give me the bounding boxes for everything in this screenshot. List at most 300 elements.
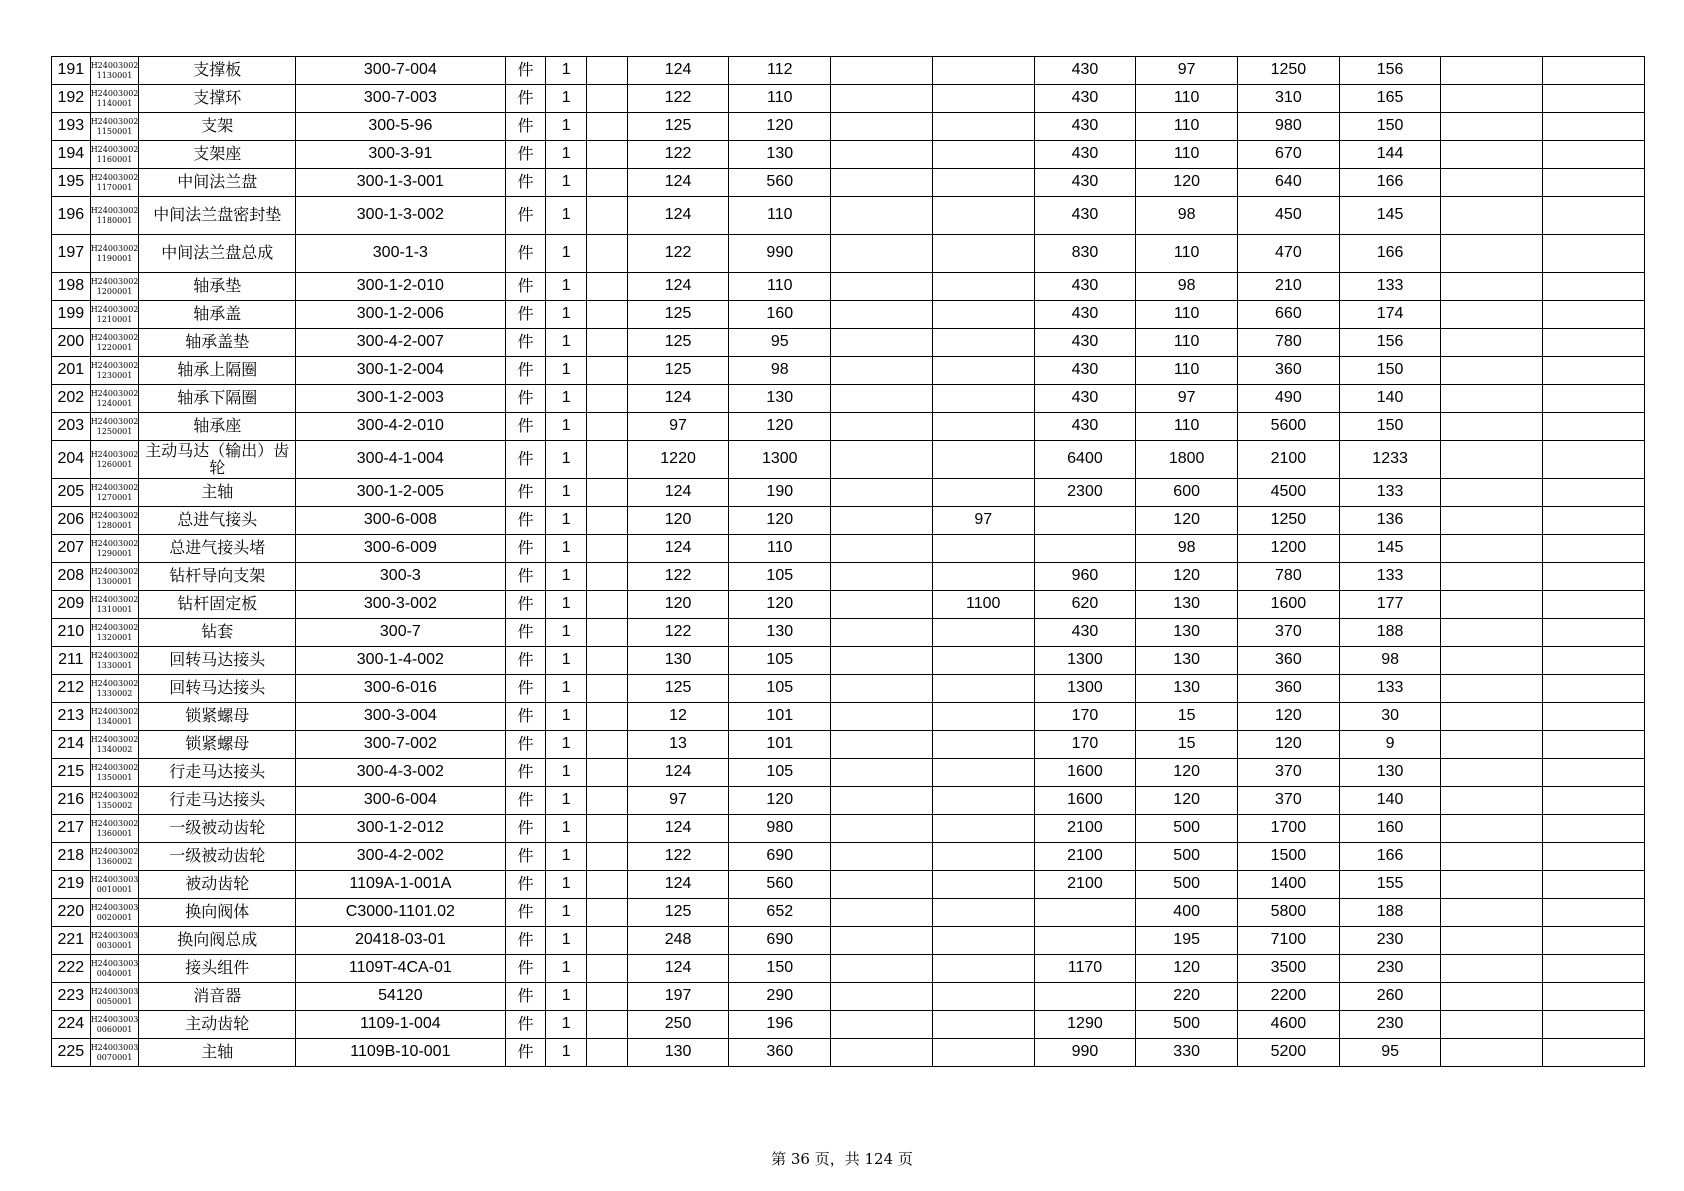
cell-drawing-number: 300-1-3 bbox=[296, 235, 506, 273]
cell-row-number: 201 bbox=[52, 357, 91, 385]
cell-value-b: 110 bbox=[729, 535, 831, 563]
cell-item-code: H24003002 1210001 bbox=[90, 301, 139, 329]
cell-drawing-number: 300-3-002 bbox=[296, 591, 506, 619]
cell-col-blank-b bbox=[1441, 591, 1543, 619]
table-row bbox=[52, 57, 1645, 85]
cell-value-e: 1600 bbox=[1034, 759, 1136, 787]
cell-value-g: 1700 bbox=[1238, 815, 1340, 843]
cell-value-b: 120 bbox=[729, 113, 831, 141]
cell-value-f: 98 bbox=[1136, 535, 1238, 563]
table-row bbox=[52, 899, 1645, 927]
cell-value-d bbox=[932, 479, 1034, 507]
cell-item-code: H24003002 1220001 bbox=[90, 329, 139, 357]
cell-value-c bbox=[831, 563, 933, 591]
table-row bbox=[52, 535, 1645, 563]
cell-drawing-number: 300-6-004 bbox=[296, 787, 506, 815]
cell-value-a: 125 bbox=[627, 357, 729, 385]
cell-part-name: 锁紧螺母 bbox=[139, 703, 296, 731]
cell-unit: 件 bbox=[505, 357, 546, 385]
cell-value-b: 120 bbox=[729, 507, 831, 535]
cell-value-h: 1233 bbox=[1339, 441, 1441, 479]
cell-col-blank-c bbox=[1543, 675, 1645, 703]
cell-row-number: 218 bbox=[52, 843, 91, 871]
cell-quantity: 1 bbox=[546, 141, 587, 169]
cell-value-b: 690 bbox=[729, 927, 831, 955]
cell-row-number: 223 bbox=[52, 983, 91, 1011]
cell-value-e bbox=[1034, 535, 1136, 563]
cell-value-f: 98 bbox=[1136, 197, 1238, 235]
cell-value-d bbox=[932, 385, 1034, 413]
cell-drawing-number: 300-6-008 bbox=[296, 507, 506, 535]
cell-part-name: 轴承盖 bbox=[139, 301, 296, 329]
parts-table bbox=[51, 56, 1645, 1067]
cell-col-blank-a bbox=[587, 731, 628, 759]
cell-drawing-number: 300-3 bbox=[296, 563, 506, 591]
table-row bbox=[52, 983, 1645, 1011]
cell-value-e: 430 bbox=[1034, 619, 1136, 647]
cell-value-a: 97 bbox=[627, 413, 729, 441]
cell-value-h: 133 bbox=[1339, 675, 1441, 703]
cell-row-number: 193 bbox=[52, 113, 91, 141]
cell-part-name: 总进气接头 bbox=[139, 507, 296, 535]
cell-col-blank-a bbox=[587, 479, 628, 507]
cell-value-e: 960 bbox=[1034, 563, 1136, 591]
table-row bbox=[52, 85, 1645, 113]
cell-col-blank-c bbox=[1543, 1039, 1645, 1067]
cell-drawing-number: 300-4-2-010 bbox=[296, 413, 506, 441]
cell-value-c bbox=[831, 731, 933, 759]
cell-col-blank-c bbox=[1543, 955, 1645, 983]
cell-part-name: 中间法兰盘密封垫 bbox=[139, 197, 296, 235]
cell-value-g: 1600 bbox=[1238, 591, 1340, 619]
table-row bbox=[52, 141, 1645, 169]
cell-col-blank-b bbox=[1441, 413, 1543, 441]
cell-drawing-number: 1109B-10-001 bbox=[296, 1039, 506, 1067]
cell-row-number: 209 bbox=[52, 591, 91, 619]
cell-value-g: 210 bbox=[1238, 273, 1340, 301]
cell-part-name: 一级被动齿轮 bbox=[139, 843, 296, 871]
cell-drawing-number: 300-3-004 bbox=[296, 703, 506, 731]
page-number: 第 36 页，共 124 页 bbox=[771, 1150, 913, 1168]
cell-value-h: 188 bbox=[1339, 619, 1441, 647]
cell-value-f: 120 bbox=[1136, 787, 1238, 815]
cell-row-number: 216 bbox=[52, 787, 91, 815]
cell-col-blank-a bbox=[587, 141, 628, 169]
cell-col-blank-b bbox=[1441, 507, 1543, 535]
cell-unit: 件 bbox=[505, 1011, 546, 1039]
cell-quantity: 1 bbox=[546, 357, 587, 385]
cell-col-blank-b bbox=[1441, 169, 1543, 197]
cell-col-blank-c bbox=[1543, 983, 1645, 1011]
table-row bbox=[52, 871, 1645, 899]
cell-value-h: 166 bbox=[1339, 169, 1441, 197]
cell-col-blank-b bbox=[1441, 787, 1543, 815]
cell-value-f: 1800 bbox=[1136, 441, 1238, 479]
cell-drawing-number: C3000-1101.02 bbox=[296, 899, 506, 927]
cell-value-h: 133 bbox=[1339, 479, 1441, 507]
cell-part-name: 支架 bbox=[139, 113, 296, 141]
cell-part-name: 中间法兰盘总成 bbox=[139, 235, 296, 273]
cell-col-blank-b bbox=[1441, 563, 1543, 591]
cell-drawing-number: 300-1-3-002 bbox=[296, 197, 506, 235]
cell-part-name: 主轴 bbox=[139, 479, 296, 507]
cell-value-a: 97 bbox=[627, 787, 729, 815]
cell-value-h: 136 bbox=[1339, 507, 1441, 535]
cell-value-f: 500 bbox=[1136, 815, 1238, 843]
cell-row-number: 199 bbox=[52, 301, 91, 329]
cell-value-c bbox=[831, 169, 933, 197]
cell-part-name: 轴承垫 bbox=[139, 273, 296, 301]
cell-value-c bbox=[831, 647, 933, 675]
cell-value-e: 2100 bbox=[1034, 871, 1136, 899]
table-row bbox=[52, 507, 1645, 535]
cell-col-blank-b bbox=[1441, 983, 1543, 1011]
table-row bbox=[52, 787, 1645, 815]
cell-col-blank-a bbox=[587, 301, 628, 329]
cell-value-a: 250 bbox=[627, 1011, 729, 1039]
table-row bbox=[52, 413, 1645, 441]
cell-col-blank-b bbox=[1441, 955, 1543, 983]
cell-value-e: 2100 bbox=[1034, 843, 1136, 871]
cell-col-blank-a bbox=[587, 703, 628, 731]
cell-value-f: 120 bbox=[1136, 759, 1238, 787]
cell-value-b: 980 bbox=[729, 815, 831, 843]
cell-value-a: 248 bbox=[627, 927, 729, 955]
cell-drawing-number: 300-7 bbox=[296, 619, 506, 647]
cell-value-b: 110 bbox=[729, 273, 831, 301]
cell-value-e: 1300 bbox=[1034, 675, 1136, 703]
cell-item-code: H24003002 1360002 bbox=[90, 843, 139, 871]
cell-value-g: 1250 bbox=[1238, 57, 1340, 85]
cell-quantity: 1 bbox=[546, 169, 587, 197]
cell-value-e: 430 bbox=[1034, 197, 1136, 235]
cell-col-blank-b bbox=[1441, 273, 1543, 301]
cell-value-h: 230 bbox=[1339, 955, 1441, 983]
cell-value-c bbox=[831, 507, 933, 535]
cell-col-blank-b bbox=[1441, 647, 1543, 675]
cell-value-b: 690 bbox=[729, 843, 831, 871]
cell-col-blank-a bbox=[587, 235, 628, 273]
cell-row-number: 192 bbox=[52, 85, 91, 113]
cell-unit: 件 bbox=[505, 85, 546, 113]
cell-col-blank-c bbox=[1543, 85, 1645, 113]
cell-row-number: 198 bbox=[52, 273, 91, 301]
cell-unit: 件 bbox=[505, 563, 546, 591]
cell-value-d bbox=[932, 197, 1034, 235]
cell-col-blank-b bbox=[1441, 441, 1543, 479]
cell-quantity: 1 bbox=[546, 843, 587, 871]
cell-part-name: 换向阀总成 bbox=[139, 927, 296, 955]
cell-value-e: 430 bbox=[1034, 329, 1136, 357]
cell-drawing-number: 300-1-2-003 bbox=[296, 385, 506, 413]
cell-col-blank-a bbox=[587, 759, 628, 787]
cell-col-blank-a bbox=[587, 57, 628, 85]
cell-item-code: H24003002 1250001 bbox=[90, 413, 139, 441]
cell-value-d bbox=[932, 329, 1034, 357]
table-row bbox=[52, 563, 1645, 591]
cell-drawing-number: 1109A-1-001A bbox=[296, 871, 506, 899]
cell-value-f: 110 bbox=[1136, 113, 1238, 141]
cell-value-h: 95 bbox=[1339, 1039, 1441, 1067]
cell-item-code: H24003002 1200001 bbox=[90, 273, 139, 301]
table-row bbox=[52, 591, 1645, 619]
cell-col-blank-c bbox=[1543, 329, 1645, 357]
cell-col-blank-b bbox=[1441, 675, 1543, 703]
cell-value-f: 220 bbox=[1136, 983, 1238, 1011]
cell-unit: 件 bbox=[505, 759, 546, 787]
cell-drawing-number: 1109-1-004 bbox=[296, 1011, 506, 1039]
cell-col-blank-b bbox=[1441, 1011, 1543, 1039]
cell-value-e: 430 bbox=[1034, 85, 1136, 113]
cell-value-e: 170 bbox=[1034, 731, 1136, 759]
cell-value-b: 196 bbox=[729, 1011, 831, 1039]
cell-value-d bbox=[932, 759, 1034, 787]
cell-value-f: 130 bbox=[1136, 647, 1238, 675]
cell-value-d bbox=[932, 563, 1034, 591]
cell-value-f: 330 bbox=[1136, 1039, 1238, 1067]
cell-value-h: 177 bbox=[1339, 591, 1441, 619]
cell-part-name: 消音器 bbox=[139, 983, 296, 1011]
cell-col-blank-c bbox=[1543, 759, 1645, 787]
cell-value-g: 660 bbox=[1238, 301, 1340, 329]
cell-row-number: 222 bbox=[52, 955, 91, 983]
cell-value-f: 500 bbox=[1136, 871, 1238, 899]
cell-row-number: 197 bbox=[52, 235, 91, 273]
table-row bbox=[52, 169, 1645, 197]
cell-value-d bbox=[932, 113, 1034, 141]
cell-unit: 件 bbox=[505, 899, 546, 927]
cell-part-name: 主动马达（输出）齿轮 bbox=[139, 441, 296, 479]
cell-value-a: 122 bbox=[627, 619, 729, 647]
cell-value-c bbox=[831, 479, 933, 507]
cell-value-h: 166 bbox=[1339, 235, 1441, 273]
cell-value-e: 1170 bbox=[1034, 955, 1136, 983]
cell-unit: 件 bbox=[505, 413, 546, 441]
cell-item-code: H24003002 1230001 bbox=[90, 357, 139, 385]
cell-value-e: 1290 bbox=[1034, 1011, 1136, 1039]
cell-drawing-number: 300-1-2-006 bbox=[296, 301, 506, 329]
cell-col-blank-a bbox=[587, 535, 628, 563]
cell-part-name: 中间法兰盘 bbox=[139, 169, 296, 197]
table-row bbox=[52, 843, 1645, 871]
cell-value-e: 2300 bbox=[1034, 479, 1136, 507]
cell-value-d bbox=[932, 235, 1034, 273]
cell-value-c bbox=[831, 535, 933, 563]
table-row bbox=[52, 815, 1645, 843]
cell-item-code: H24003002 1290001 bbox=[90, 535, 139, 563]
cell-value-c bbox=[831, 57, 933, 85]
cell-col-blank-c bbox=[1543, 507, 1645, 535]
cell-value-d bbox=[932, 141, 1034, 169]
cell-value-b: 98 bbox=[729, 357, 831, 385]
cell-col-blank-a bbox=[587, 169, 628, 197]
cell-col-blank-c bbox=[1543, 703, 1645, 731]
cell-part-name: 轴承盖垫 bbox=[139, 329, 296, 357]
cell-unit: 件 bbox=[505, 169, 546, 197]
cell-item-code: H24003002 1190001 bbox=[90, 235, 139, 273]
cell-value-b: 120 bbox=[729, 787, 831, 815]
table-row bbox=[52, 675, 1645, 703]
cell-value-a: 124 bbox=[627, 535, 729, 563]
cell-drawing-number: 54120 bbox=[296, 983, 506, 1011]
cell-value-a: 122 bbox=[627, 235, 729, 273]
cell-part-name: 回转马达接头 bbox=[139, 675, 296, 703]
cell-col-blank-b bbox=[1441, 927, 1543, 955]
cell-col-blank-c bbox=[1543, 441, 1645, 479]
cell-value-d bbox=[932, 787, 1034, 815]
cell-col-blank-a bbox=[587, 357, 628, 385]
cell-value-b: 120 bbox=[729, 413, 831, 441]
cell-value-c bbox=[831, 441, 933, 479]
cell-item-code: H24003003 0060001 bbox=[90, 1011, 139, 1039]
cell-part-name: 一级被动齿轮 bbox=[139, 815, 296, 843]
cell-col-blank-c bbox=[1543, 535, 1645, 563]
cell-col-blank-a bbox=[587, 385, 628, 413]
cell-value-h: 156 bbox=[1339, 329, 1441, 357]
cell-value-e: 430 bbox=[1034, 169, 1136, 197]
cell-value-b: 652 bbox=[729, 899, 831, 927]
cell-value-f: 500 bbox=[1136, 843, 1238, 871]
cell-value-h: 30 bbox=[1339, 703, 1441, 731]
cell-quantity: 1 bbox=[546, 955, 587, 983]
cell-part-name: 钻套 bbox=[139, 619, 296, 647]
cell-value-f: 120 bbox=[1136, 563, 1238, 591]
cell-col-blank-b bbox=[1441, 301, 1543, 329]
cell-value-a: 120 bbox=[627, 591, 729, 619]
cell-item-code: H24003003 0050001 bbox=[90, 983, 139, 1011]
cell-quantity: 1 bbox=[546, 535, 587, 563]
cell-item-code: H24003002 1170001 bbox=[90, 169, 139, 197]
cell-col-blank-a bbox=[587, 619, 628, 647]
cell-quantity: 1 bbox=[546, 591, 587, 619]
cell-drawing-number: 300-4-1-004 bbox=[296, 441, 506, 479]
cell-quantity: 1 bbox=[546, 983, 587, 1011]
cell-row-number: 212 bbox=[52, 675, 91, 703]
table-row bbox=[52, 731, 1645, 759]
table-row bbox=[52, 927, 1645, 955]
cell-value-e: 430 bbox=[1034, 357, 1136, 385]
cell-part-name: 回转马达接头 bbox=[139, 647, 296, 675]
cell-value-d bbox=[932, 441, 1034, 479]
cell-value-b: 360 bbox=[729, 1039, 831, 1067]
cell-quantity: 1 bbox=[546, 871, 587, 899]
cell-col-blank-c bbox=[1543, 843, 1645, 871]
cell-value-c bbox=[831, 955, 933, 983]
cell-part-name: 支撑环 bbox=[139, 85, 296, 113]
cell-value-g: 360 bbox=[1238, 647, 1340, 675]
cell-value-f: 195 bbox=[1136, 927, 1238, 955]
cell-col-blank-b bbox=[1441, 235, 1543, 273]
cell-value-f: 130 bbox=[1136, 619, 1238, 647]
table-row bbox=[52, 235, 1645, 273]
cell-value-f: 500 bbox=[1136, 1011, 1238, 1039]
cell-value-c bbox=[831, 899, 933, 927]
cell-unit: 件 bbox=[505, 871, 546, 899]
cell-value-b: 130 bbox=[729, 385, 831, 413]
cell-value-b: 110 bbox=[729, 85, 831, 113]
cell-quantity: 1 bbox=[546, 675, 587, 703]
cell-quantity: 1 bbox=[546, 301, 587, 329]
cell-value-a: 122 bbox=[627, 85, 729, 113]
cell-drawing-number: 20418-03-01 bbox=[296, 927, 506, 955]
cell-value-d: 97 bbox=[932, 507, 1034, 535]
cell-value-e bbox=[1034, 507, 1136, 535]
cell-value-e: 430 bbox=[1034, 57, 1136, 85]
cell-value-g: 1400 bbox=[1238, 871, 1340, 899]
cell-quantity: 1 bbox=[546, 787, 587, 815]
cell-col-blank-a bbox=[587, 113, 628, 141]
cell-value-b: 1300 bbox=[729, 441, 831, 479]
cell-value-f: 600 bbox=[1136, 479, 1238, 507]
cell-item-code: H24003003 0030001 bbox=[90, 927, 139, 955]
cell-value-g: 1250 bbox=[1238, 507, 1340, 535]
cell-quantity: 1 bbox=[546, 731, 587, 759]
cell-item-code: H24003002 1340001 bbox=[90, 703, 139, 731]
cell-col-blank-b bbox=[1441, 113, 1543, 141]
cell-value-a: 125 bbox=[627, 675, 729, 703]
cell-unit: 件 bbox=[505, 479, 546, 507]
cell-value-b: 105 bbox=[729, 563, 831, 591]
cell-col-blank-c bbox=[1543, 1011, 1645, 1039]
cell-col-blank-c bbox=[1543, 141, 1645, 169]
table-row bbox=[52, 301, 1645, 329]
cell-item-code: H24003002 1140001 bbox=[90, 85, 139, 113]
cell-value-h: 150 bbox=[1339, 357, 1441, 385]
cell-drawing-number: 300-7-002 bbox=[296, 731, 506, 759]
cell-item-code: H24003002 1300001 bbox=[90, 563, 139, 591]
cell-item-code: H24003002 1330001 bbox=[90, 647, 139, 675]
cell-unit: 件 bbox=[505, 619, 546, 647]
cell-col-blank-b bbox=[1441, 871, 1543, 899]
cell-unit: 件 bbox=[505, 535, 546, 563]
cell-col-blank-a bbox=[587, 273, 628, 301]
cell-value-d bbox=[932, 815, 1034, 843]
cell-value-e bbox=[1034, 899, 1136, 927]
cell-part-name: 钻杆固定板 bbox=[139, 591, 296, 619]
cell-value-h: 144 bbox=[1339, 141, 1441, 169]
cell-row-number: 195 bbox=[52, 169, 91, 197]
cell-drawing-number: 300-1-2-004 bbox=[296, 357, 506, 385]
table-row bbox=[52, 647, 1645, 675]
cell-row-number: 208 bbox=[52, 563, 91, 591]
cell-drawing-number: 300-5-96 bbox=[296, 113, 506, 141]
cell-value-h: 145 bbox=[1339, 535, 1441, 563]
cell-quantity: 1 bbox=[546, 197, 587, 235]
cell-col-blank-c bbox=[1543, 357, 1645, 385]
table-row bbox=[52, 955, 1645, 983]
cell-col-blank-b bbox=[1441, 85, 1543, 113]
cell-value-h: 155 bbox=[1339, 871, 1441, 899]
cell-item-code: H24003003 0020001 bbox=[90, 899, 139, 927]
cell-value-a: 12 bbox=[627, 703, 729, 731]
cell-value-c bbox=[831, 787, 933, 815]
cell-value-e: 430 bbox=[1034, 413, 1136, 441]
cell-value-a: 124 bbox=[627, 871, 729, 899]
cell-quantity: 1 bbox=[546, 507, 587, 535]
cell-col-blank-a bbox=[587, 647, 628, 675]
cell-value-h: 130 bbox=[1339, 759, 1441, 787]
cell-value-d bbox=[932, 535, 1034, 563]
cell-value-c bbox=[831, 843, 933, 871]
cell-value-d bbox=[932, 169, 1034, 197]
cell-col-blank-a bbox=[587, 983, 628, 1011]
cell-value-d bbox=[932, 301, 1034, 329]
cell-item-code: H24003002 1350002 bbox=[90, 787, 139, 815]
cell-value-b: 120 bbox=[729, 591, 831, 619]
cell-col-blank-a bbox=[587, 1011, 628, 1039]
cell-col-blank-a bbox=[587, 787, 628, 815]
cell-value-e: 430 bbox=[1034, 385, 1136, 413]
